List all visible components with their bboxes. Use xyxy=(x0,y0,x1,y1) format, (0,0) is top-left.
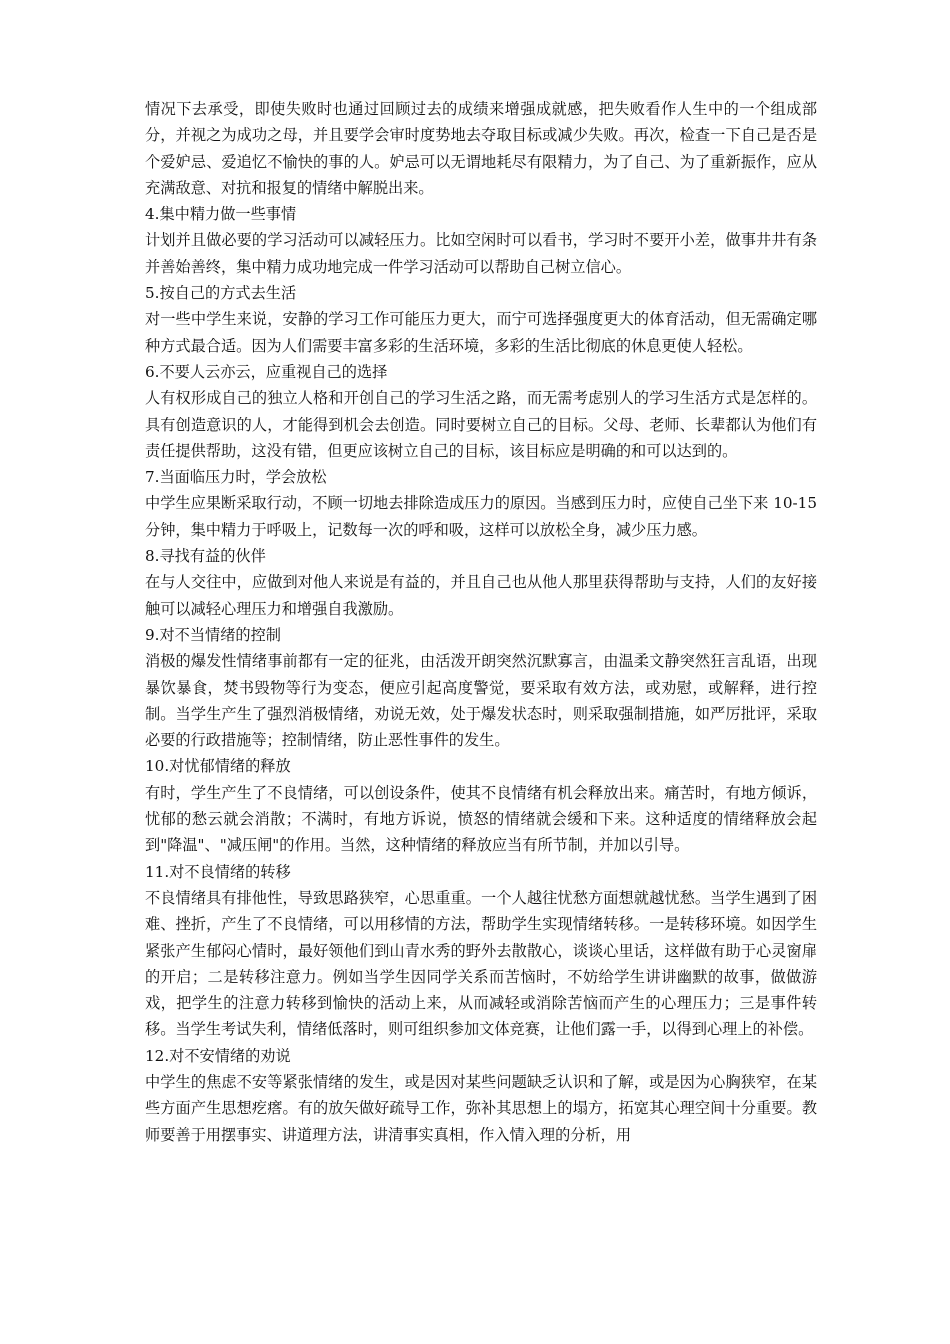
section-body: 中学生的焦虑不安等紧张情绪的发生，或是因对某些问题缺乏认识和了解，或是因为心胸狭窄，在某些方面产生思想疙瘩。有的放矢做好疏导工作，弥补其思想上的塌方，拓宽其心理空间十分重要。教师要善于用摆事实、讲道理方法，讲清事实真相，作入情入理的分析，用 xyxy=(145,1072,817,1144)
section-heading: 12.对不安情绪的劝说 xyxy=(145,1046,291,1065)
section-heading: 9.对不当情绪的控制 xyxy=(145,625,281,644)
section-6 xyxy=(145,359,817,464)
section-body: 对一些中学生来说，安静的学习工作可能压力更大，而宁可选择强度更大的体育活动，但无需确定哪种方式最合适。因为人们需要丰富多彩的生活环境，多彩的生活比彻底的休息更使人轻松。 xyxy=(145,310,817,355)
section-heading: 11.对不良情绪的转移 xyxy=(145,862,291,881)
section-11 xyxy=(145,859,817,1043)
section-heading: 10.对忧郁情绪的释放 xyxy=(145,757,291,776)
section-heading: 8.寻找有益的伙伴 xyxy=(145,547,266,566)
section-heading: 7.当面临压力时，学会放松 xyxy=(145,468,327,487)
section-body: 计划并且做必要的学习活动可以减轻压力。比如空闲时可以看书，学习时不要开小差，做事井井有条并善始善终，集中精力成功地完成一件学习活动可以帮助自己树立信心。 xyxy=(145,231,817,276)
section-heading: 5.按自己的方式去生活 xyxy=(145,284,297,303)
section-body: 中学生应果断采取行动，不顾一切地去排除造成压力的原因。当感到压力时，应使自己坐下来 10-15 分钟，集中精力于呼吸上，记数每一次的呼和吸，这样可以放松全身，减少压力感。 xyxy=(145,494,817,539)
intro-paragraph: 情况下去承受，即使失败时也通过回顾过去的成绩来增强成就感，把失败看作人生中的一个组成部分，并视之为成功之母，并且要学会审时度势地去夺取目标或减少失败。再次，检查一下自己是否是个爱妒忌、爱追忆不愉快的事的人。妒忌可以无谓地耗尽有限精力，为了自己、为了重新振作，应从充满敌意、对抗和报复的情绪中解脱出来。 xyxy=(145,100,817,197)
section-10 xyxy=(145,753,817,858)
section-8 xyxy=(145,543,817,622)
section-heading: 4.集中精力做一些事情 xyxy=(145,205,297,224)
section-12 xyxy=(145,1043,817,1148)
section-body: 人有权形成自己的独立人格和开创自己的学习生活之路，而无需考虑别人的学习生活方式是怎样的。具有创造意识的人，才能得到机会去创造。同时要树立自己的目标。父母、老师、长辈都认为他们有责任提供帮助，这没有错，但更应该树立自己的目标，该目标应是明确的和可以达到的。 xyxy=(145,389,817,460)
section-7 xyxy=(145,464,817,543)
section-body: 消极的爆发性情绪事前都有一定的征兆，由活泼开朗突然沉默寡言，由温柔文静突然狂言乱语，出现暴饮暴食，焚书毁物等行为变态，便应引起高度警觉，要采取有效方法，或劝慰，或解释，进行控制。当学生产生了强烈消极情绪，劝说无效，处于爆发状态时，则采取强制措施，如严厉批评，采取必要的行政措施等；控制情绪，防止恶性事件的发生。 xyxy=(145,652,817,750)
section-body: 有时，学生产生了不良情绪，可以创设条件，使其不良情绪有机会释放出来。痛苦时，有地方倾诉，忧郁的愁云就会消散；不满时，有地方诉说，愤怒的情绪就会缓和下来。这种适度的情绪释放会起到"降温"、"减压闸"的作用。当然，这种情绪的释放应当有所节制，并加以引导。 xyxy=(145,783,817,855)
section-body: 在与人交往中，应做到对他人来说是有益的，并且自己也从他人那里获得帮助与支持，人们的友好接触可以减轻心理压力和增强自我激励。 xyxy=(145,573,817,618)
section-body: 不良情绪具有排他性，导致思路狭窄，心思重重。一个人越往忧愁方面想就越忧愁。当学生遇到了困难、挫折，产生了不良情绪，可以用移情的方法，帮助学生实现情绪转移。一是转移环境。如因学生紧张产生郁闷心情时，最好领他们到山青水秀的野外去散散心，谈谈心里话，这样做有助于心灵窗扉的开启；二是转移注意力。例如当学生因同学关系而苦恼时，不妨给学生讲讲幽默的故事，做做游戏，把学生的注意力转移到愉快的活动上来，从而减轻或消除苦恼而产生的心理压力；三是事件转移。当学生考试失利，情绪低落时，则可组织参加文体竞赛，让他们露一手，以得到心理上的补偿。 xyxy=(145,888,817,1039)
section-heading: 6.不要人云亦云，应重视自己的选择 xyxy=(145,362,388,381)
section-9 xyxy=(145,622,817,753)
section-5 xyxy=(145,280,817,359)
section-4 xyxy=(145,201,817,280)
document-page xyxy=(145,96,817,1148)
